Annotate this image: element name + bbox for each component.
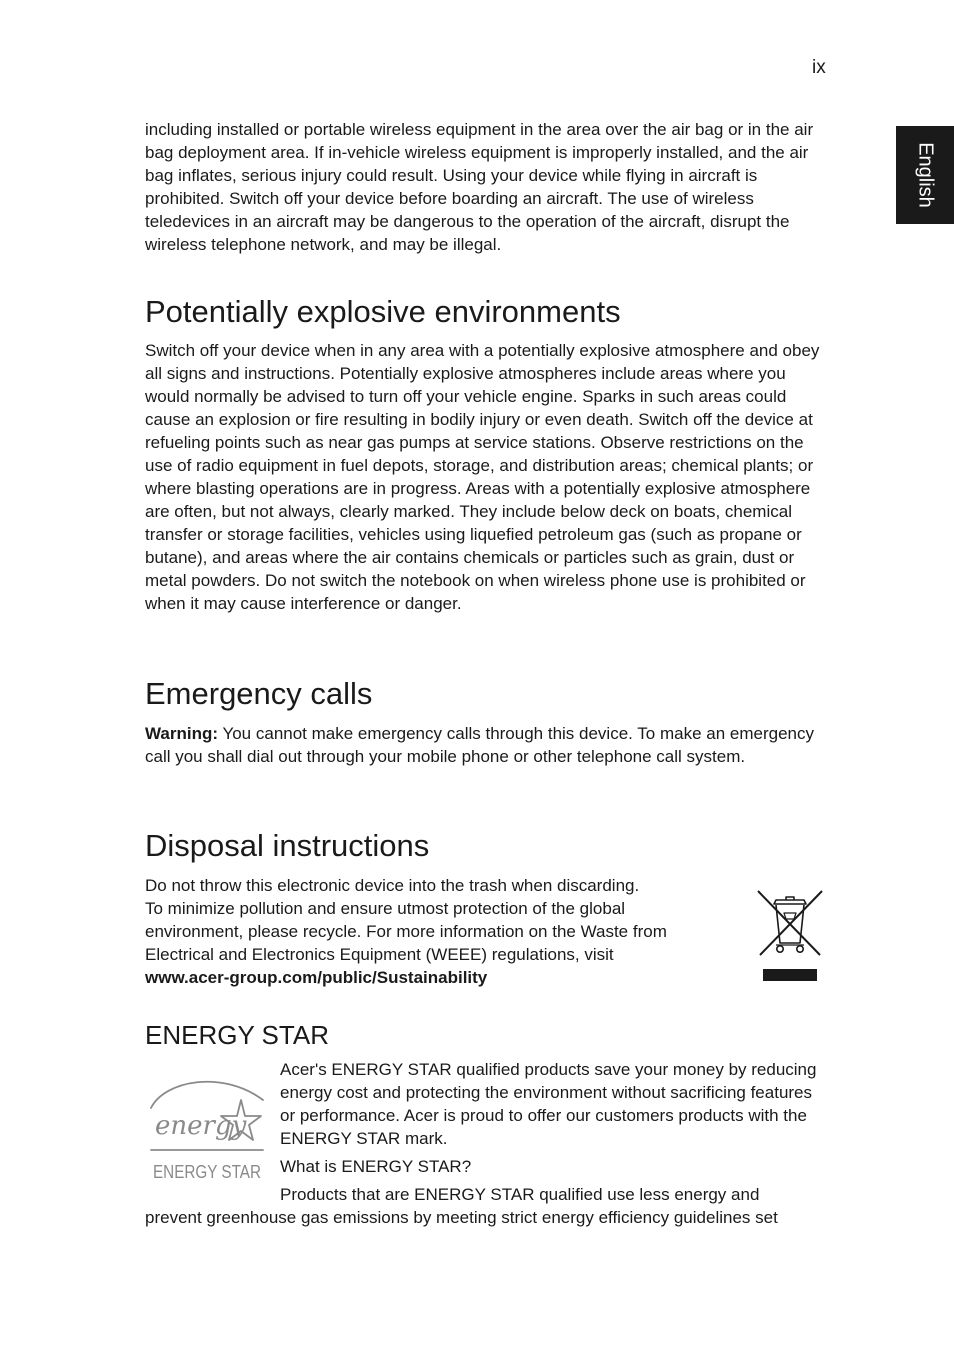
emergency-section-heading-block (145, 676, 830, 712)
energy-star-logo (145, 1072, 269, 1184)
intro-paragraph-block (145, 118, 830, 256)
explosive-section-body-block (145, 339, 830, 615)
disposal-section-heading-block (145, 828, 830, 864)
energy-logo-script: energy (155, 1111, 247, 1141)
disposal-section-body: To minimize pollution and ensure utmost protection of the global environment, please recycle. For more information on the Waste from Electrical and Electronics Equipment (WEEE) regulations, visit (145, 899, 667, 964)
energy-logo-caption: ENERGY STAR (153, 1162, 261, 1182)
page-number: ix (812, 57, 826, 78)
language-tab-label: English (914, 142, 937, 208)
explosive-section-body: Switch off your device when in any area with a potentially explosive atmosphere and obey all signs and instructions. Potentially explosive atmospheres include areas where you would normally be advised to turn off your vehicle engine. Sparks in such areas could cause an explosion or fire resulting in bodily injury or even death. Switch off the device at refueling points such as near gas pumps at service stations. Observe restrictions on the use of radio equipment in fuel depots, storage, and distribution areas; chemical plants; or where blasting operations are in progress. Areas with a potentially explosive atmosphere are often, but not always, clearly marked. They include below deck on boats, chemical transfer or storage facilities, vehicles using liquefied petroleum gas (such as propane or butane), and areas where the air contains chemicals or particles such as grain, dust or metal powders. Do not switch the notebook on when wireless phone use is prohibited or when it may cause interference or danger. (145, 341, 820, 613)
energy-star-body-2-start: Products that are ENERGY STAR qualified use less energy and (280, 1185, 760, 1204)
energy-star-body-2 (145, 1183, 835, 1229)
energy-star-heading: ENERGY STAR (145, 1020, 329, 1050)
disposal-line-1: Do not throw this electronic device into the trash when discarding. (145, 876, 640, 895)
explosive-section-heading-block (145, 294, 830, 330)
disposal-section-heading: Disposal instructions (145, 828, 430, 863)
weee-crossed-bin-icon (754, 887, 826, 983)
language-tab (896, 126, 954, 224)
energy-star-question: What is ENERGY STAR? (280, 1157, 472, 1176)
emergency-section-body (145, 722, 830, 768)
intro-paragraph: including installed or portable wireless equipment in the area over the air bag or in the air bag deployment area. If in-vehicle wireless equipment is improperly installed, and the air bag inflates, serious injury could result. Using your device while flying in aircraft is prohibited. Switch off your device before boarding an aircraft. The use of wireless teledevices in an aircraft may be dangerous to the operation of the aircraft, disrupt the wireless telephone network, and may be illegal. (145, 120, 814, 254)
energy-star-body-1: Acer's ENERGY STAR qualified products save your money by reducing energy cost and protecting the environment without sacrificing features or performance. Acer is proud to offer our customers products with the ENERGY STAR mark. (280, 1060, 817, 1148)
energy-star-heading-block (145, 1020, 830, 1050)
energy-star-body-2-rest: prevent greenhouse gas emissions by meeting strict energy efficiency guidelines set (145, 1208, 778, 1227)
emergency-warning-text: You cannot make emergency calls through this device. To make an emergency call you shall dial out through your mobile phone or other telephone call system. (145, 724, 815, 766)
explosive-section-heading: Potentially explosive environments (145, 294, 621, 329)
sustainability-link[interactable]: www.acer-group.com/public/Sustainability (145, 968, 488, 987)
emergency-section-body-block (145, 722, 830, 768)
disposal-section-body-block (145, 874, 725, 989)
emergency-section-heading: Emergency calls (145, 676, 373, 711)
warning-label: Warning: (145, 724, 219, 743)
